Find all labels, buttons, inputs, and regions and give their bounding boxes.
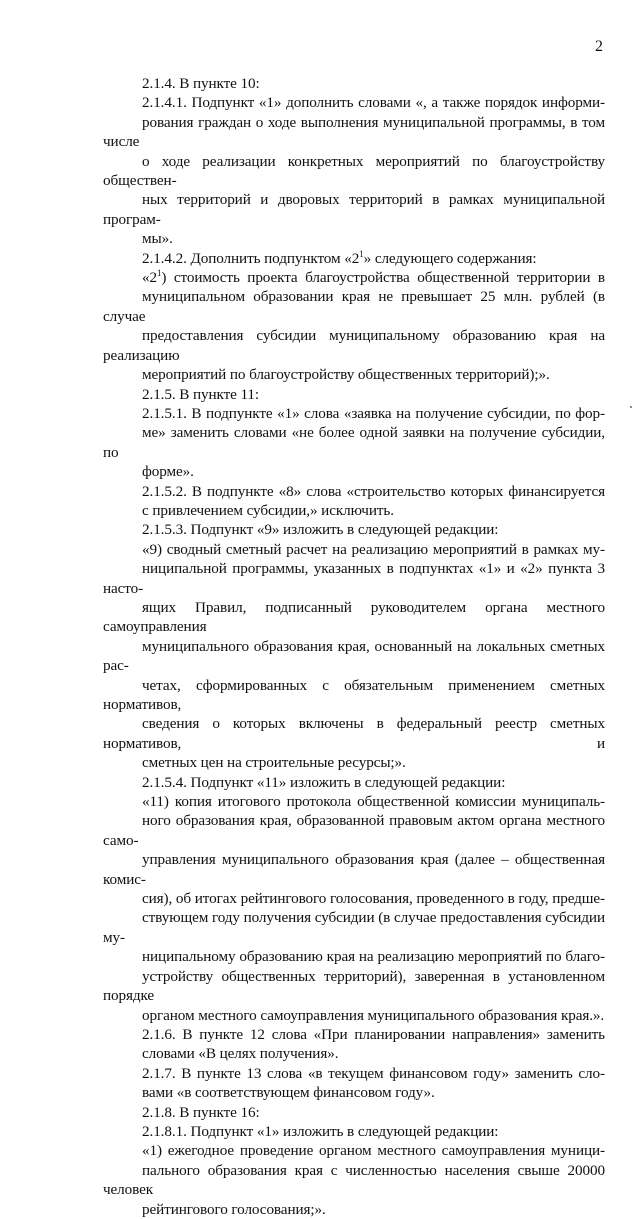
text-line: «11) копия итогового протокола общественной комиссии муниципаль-: [142, 793, 605, 811]
text-line: ствующем году получения субсидии (в случае предоставления субсидии му-: [103, 909, 605, 946]
text-line: 2.1.6. В пункте 12 слова «При планировании направления» заменить: [142, 1025, 605, 1043]
text-line: 2.1.7. В пункте 13 слова «в текущем финансовом году» заменить сло-: [142, 1064, 605, 1082]
text-line: ных территорий и дворовых территорий в рамках муниципальной програм-: [103, 191, 605, 228]
text-fragment: » следующего содержания:: [363, 249, 537, 267]
text-line: форме».: [142, 463, 194, 481]
paragraph: [103, 1141, 605, 1219]
page-number: 2: [595, 38, 603, 55]
text-line: управления муниципального образования края (далее – общественная комис-: [103, 851, 605, 888]
text-line: пального образования края с численностью населения свыше 20000 человек: [103, 1161, 605, 1199]
text-line: 2.1.5. В пункте 11:: [142, 385, 260, 403]
paragraph: [103, 385, 605, 404]
text-line: с привлечением субсидии,» исключить.: [142, 501, 394, 519]
superscript: 1: [157, 268, 162, 278]
paragraph: [103, 792, 605, 1025]
text-line: мероприятий по благоустройству общественных территорий);».: [142, 366, 550, 384]
text-line: сметных цен на строительные ресурсы;».: [142, 754, 406, 772]
text-line: органом местного самоуправления муниципального образования края.».: [142, 1006, 605, 1024]
superscript: 1: [359, 248, 364, 259]
text-line: ниципальной программы, указанных в подпунктах «1» и «2» пункта 3 наcто-: [103, 560, 605, 597]
text-line: рования граждан о ходе выполнения муниципальной программы, в том числе: [103, 113, 605, 151]
text-line: ящих Правил, подписанный руководителем органа местного самоуправления: [103, 598, 605, 636]
text-line: вами «в соответствующем финансовом году».: [142, 1084, 435, 1102]
paragraph: [103, 1103, 605, 1122]
paragraph: [103, 268, 605, 384]
paragraph: [103, 93, 605, 248]
text-line: ного образования края, образованной правовым актом органа местного само-: [103, 812, 605, 849]
text-line: о ходе реализации конкретных мероприятий по благоустройству обществен-: [103, 152, 605, 190]
text-line: сия), об итогах рейтингового голосования, проведенного в году, предше-: [142, 890, 605, 908]
paragraph: [103, 540, 605, 773]
paragraph: [103, 249, 605, 268]
paragraph: [103, 1064, 605, 1103]
text-line: 2.1.5.4. Подпункт «11» изложить в следующей редакции:: [142, 773, 506, 791]
text-line: рейтингового голосования;».: [142, 1200, 326, 1218]
paragraph: [103, 520, 605, 539]
text-line: 2.1.5.1. В подпункте «1» слова «заявка на получение субсидии, по фор-: [142, 404, 605, 422]
text-fragment: 2.1.4.2. Дополнить подпунктом «2: [142, 249, 360, 267]
text-line: словами «В целях получения».: [142, 1045, 339, 1063]
paragraph: [103, 1122, 605, 1141]
text-line: муниципальном образовании края не превышает 25 млн. рублей (в случае: [103, 288, 605, 325]
text-line: 2.1.8.1. Подпункт «1» изложить в следующей редакции:: [142, 1122, 499, 1140]
text-fragment: «2: [142, 269, 157, 287]
text-line: ниципальному образованию края на реализацию мероприятий по благо-: [142, 948, 605, 966]
paragraph: [103, 1025, 605, 1064]
text-line: четах, сформированных с обязательным применением сметных нормативов,: [103, 676, 605, 713]
text-line: 2.1.4.1. Подпункт «1» дополнить словами «, а также порядок информи-: [142, 94, 605, 112]
text-line: устройству общественных территорий), заверенная в установленном порядке: [103, 967, 605, 1005]
text-line: 2.1.8. В пункте 16:: [142, 1103, 260, 1121]
text-line: [103, 249, 605, 268]
paragraph: [103, 773, 605, 792]
text-line: сведения о которых включены в федеральный реестр сметных нормативов, и: [103, 715, 605, 752]
text-line: ме» заменить словами «не более одной заявки на получение субсидии, по: [103, 424, 605, 461]
document-body: [103, 74, 605, 1219]
text-line: 2.1.5.3. Подпункт «9» изложить в следующей редакции:: [142, 521, 499, 539]
text-line: предоставления субсидии муниципальному образованию края на реализацию: [103, 327, 605, 364]
text-line: 2.1.5.2. В подпункте «8» слова «строительство которых финансируется: [142, 482, 605, 500]
paragraph: [103, 74, 605, 93]
text-line: «1) ежегодное проведение органом местного самоуправления муници-: [142, 1142, 605, 1160]
text-fragment: ) стоимость проекта благоустройства общественной территории в: [161, 269, 605, 287]
text-line: муниципального образования края, основанный на локальных сметных рас-: [103, 637, 605, 675]
text-line: [103, 268, 605, 287]
paragraph: [103, 482, 605, 521]
text-line: «9) сводный сметный расчет на реализацию мероприятий в рамках му-: [142, 540, 605, 558]
text-line: мы».: [142, 230, 173, 248]
paragraph: [103, 404, 605, 482]
scan-artifact: [630, 406, 632, 408]
text-line: 2.1.4. В пункте 10:: [142, 75, 260, 92]
